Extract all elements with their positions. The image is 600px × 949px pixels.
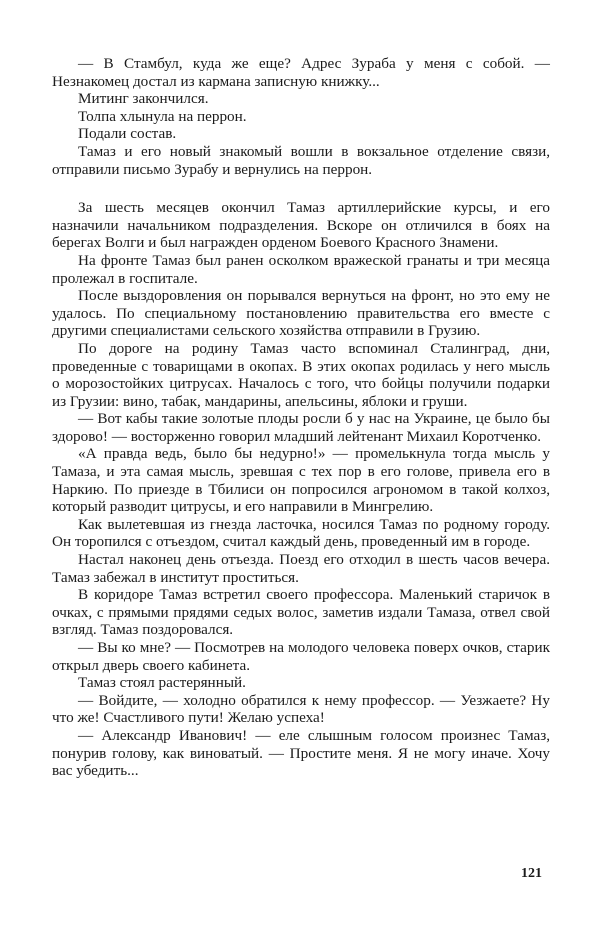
section-1 xyxy=(52,55,550,178)
paragraph: — В Стамбул, куда же еще? Адрес Зураба у меня с собой. — Незнакомец достал из кармана записную книжку... xyxy=(52,55,550,90)
paragraph: В коридоре Тамаз встретил своего профессора. Маленький старичок в очках, с прямыми прядями седых волос, заметив издали Тамаза, отвел свой взгляд. Тамаз поздоровался. xyxy=(52,586,550,639)
paragraph: Митинг закончился. xyxy=(78,90,209,108)
page-number: 121 xyxy=(521,866,542,881)
paragraph: Как вылетевшая из гнезда ласточка, носился Тамаз по родному городу. Он торопился с отъездом, считал каждый день, проведенный им в городе. xyxy=(52,515,550,551)
paragraph: На фронте Тамаз был ранен осколком вражеской гранаты и три месяца пролежал в госпитале. xyxy=(52,251,550,287)
paragraph: По дороге на родину Тамаз часто вспоминал Сталинград, дни, проведенные с товарищами в окопах. В этих окопах родилась у него мысль о морозостойких цитрусах. Началось с того, что бойцы получили подарки из Грузии: вино, табак, мандарины, апельсины, яблоки и груши. xyxy=(52,339,550,410)
paragraph: Подали состав. xyxy=(78,125,177,143)
paragraph: — Вы ко мне? — Посмотрев на молодого человека поверх очков, старик открыл дверь своего кабинета. xyxy=(52,639,550,674)
paragraph: Толпа хлынула на перрон. xyxy=(78,107,247,125)
paragraph: Настал наконец день отъезда. Поезд его отходил в шесть часов вечера. Тамаз забежал в институт проститься. xyxy=(52,551,550,586)
paragraph: — Александр Иванович! — еле слышным голосом произнес Тамаз, понурив голову, как виноватый. — Простите меня. Я не могу иначе. Хочу вас убедить... xyxy=(52,726,550,780)
paragraph: За шесть месяцев окончил Тамаз артиллерийские курсы, и его назначили начальником подразделения. Вскоре он отличился в боях на берегах Волги и был награжден орденом Боевого Красного Знамени. xyxy=(52,199,550,252)
paragraph: — Войдите, — холодно обратился к нему профессор. — Уезжаете? Ну что же! Счастливого пути! Желаю успеха! xyxy=(52,691,550,727)
section-2 xyxy=(52,199,550,780)
paragraph: После выздоровления он порывался вернуться на фронт, но это ему не удалось. По специальному постановлению правительства его вместе с другими специалистами сельского хозяйства отправили в Грузию. xyxy=(52,287,550,340)
book-page xyxy=(52,55,550,780)
section-gap xyxy=(52,178,550,199)
paragraph: Тамаз и его новый знакомый вошли в вокзальное отделение связи, отправили письмо Зурабу и вернулись на перрон. xyxy=(52,142,550,178)
paragraph: — Вот кабы такие золотые плоды росли б у нас на Украине, це было бы здорово! — восторженно говорил младший лейтенант Михаил Коротченко. xyxy=(52,410,550,445)
paragraph: «А правда ведь, было бы недурно!» — промелькнула тогда мысль у Тамаза, и эта самая мысль, зревшая с тех пор в его голове, привела его в Наркию. По приезде в Тбилиси он попросился агрономом в такой колхоз, который разводит цитрусы, и его направили в Мингрелию. xyxy=(52,445,550,516)
paragraph: Тамаз стоял растерянный. xyxy=(78,674,246,692)
